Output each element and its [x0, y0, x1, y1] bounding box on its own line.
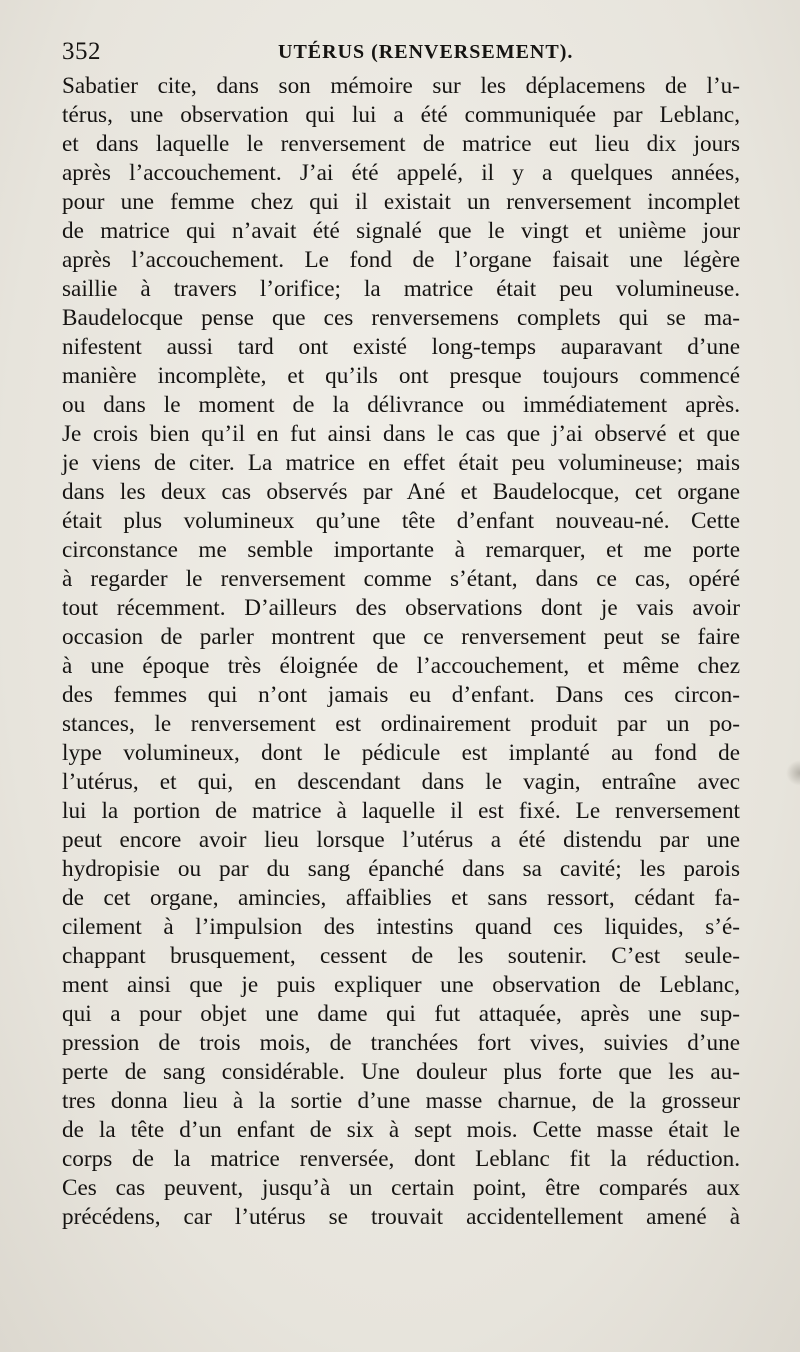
text-line: chappant brusquement, cessent de les soutenir. C’est seule-: [62, 943, 740, 969]
text-line: lui la portion de matrice à laquelle il est fixé. Le renversement: [62, 798, 740, 824]
text-line: hydropisie ou par du sang épanché dans sa cavité; les parois: [62, 856, 740, 882]
text-line: qui a pour objet une dame qui fut attaquée, après une sup-: [62, 1001, 740, 1027]
text-line: stances, le renversement est ordinairement produit par un po-: [62, 711, 740, 737]
text-line: à une époque très éloignée de l’accouchement, et même chez: [62, 653, 740, 679]
text-line: Baudelocque pense que ces renversemens complets qui se ma-: [62, 305, 740, 331]
text-line: des femmes qui n’ont jamais eu d’enfant. Dans ces circon-: [62, 682, 740, 708]
text-line: perte de sang considérable. Une douleur plus forte que les au-: [62, 1059, 740, 1085]
text-line: ou dans le moment de la délivrance ou immédiatement après.: [62, 392, 740, 418]
text-line: lype volumineux, dont le pédicule est implanté au fond de: [62, 740, 740, 766]
text-line: tres donna lieu à la sortie d’une masse charnue, de la grosseur: [62, 1088, 740, 1114]
text-line: après l’accouchement. Le fond de l’organe faisait une légère: [62, 247, 740, 273]
text-line: était plus volumineux qu’une tête d’enfant nouveau-né. Cette: [62, 508, 740, 534]
page-edge-stain: [786, 760, 800, 786]
text-line: tout récemment. D’ailleurs des observations dont je vais avoir: [62, 595, 740, 621]
text-line: et dans laquelle le renversement de matrice eut lieu dix jours: [62, 131, 740, 157]
text-line: ment ainsi que je puis expliquer une observation de Leblanc,: [62, 972, 740, 998]
page-number: 352: [62, 38, 101, 65]
text-line: circonstance me semble importante à remarquer, et me porte: [62, 537, 740, 563]
text-line: de la tête d’un enfant de six à sept mois. Cette masse était le: [62, 1117, 740, 1143]
text-line: Sabatier cite, dans son mémoire sur les déplacemens de l’u-: [62, 73, 740, 99]
text-line: je viens de citer. La matrice en effet était peu volumineuse; mais: [62, 450, 740, 476]
text-line: occasion de parler montrent que ce renversement peut se faire: [62, 624, 740, 650]
text-line: précédens, car l’utérus se trouvait accidentellement amené à: [62, 1204, 740, 1230]
text-line: saillie à travers l’orifice; la matrice était peu volumineuse.: [62, 276, 740, 302]
running-head: UTÉRUS (RENVERSEMENT).: [278, 41, 574, 63]
text-line: térus, une observation qui lui a été communiquée par Leblanc,: [62, 102, 740, 128]
text-line: de matrice qui n’avait été signalé que le vingt et unième jour: [62, 218, 740, 244]
text-line: l’utérus, et qui, en descendant dans le vagin, entraîne avec: [62, 769, 740, 795]
text-line: cilement à l’impulsion des intestins quand ces liquides, s’é-: [62, 914, 740, 940]
text-line: après l’accouchement. J’ai été appelé, il y a quelques années,: [62, 160, 740, 186]
text-line: dans les deux cas observés par Ané et Baudelocque, cet organe: [62, 479, 740, 505]
text-line: Ces cas peuvent, jusqu’à un certain point, être comparés aux: [62, 1175, 740, 1201]
text-line: de cet organe, amincies, affaiblies et sans ressort, cédant fa-: [62, 885, 740, 911]
text-line: Je crois bien qu’il en fut ainsi dans le cas que j’ai observé et que: [62, 421, 740, 447]
text-line: peut encore avoir lieu lorsque l’utérus a été distendu par une: [62, 827, 740, 853]
page-header: [62, 38, 742, 72]
text-line: corps de la matrice renversée, dont Leblanc fit la réduction.: [62, 1146, 740, 1172]
text-line: pression de trois mois, de tranchées fort vives, suivies d’une: [62, 1030, 740, 1056]
text-line: manière incomplète, et qu’ils ont presque toujours commencé: [62, 363, 740, 389]
text-line: pour une femme chez qui il existait un renversement incomplet: [62, 189, 740, 215]
body-text: [62, 72, 740, 1232]
text-line: nifestent aussi tard ont existé long-temps auparavant d’une: [62, 334, 740, 360]
text-line: à regarder le renversement comme s’étant, dans ce cas, opéré: [62, 566, 740, 592]
